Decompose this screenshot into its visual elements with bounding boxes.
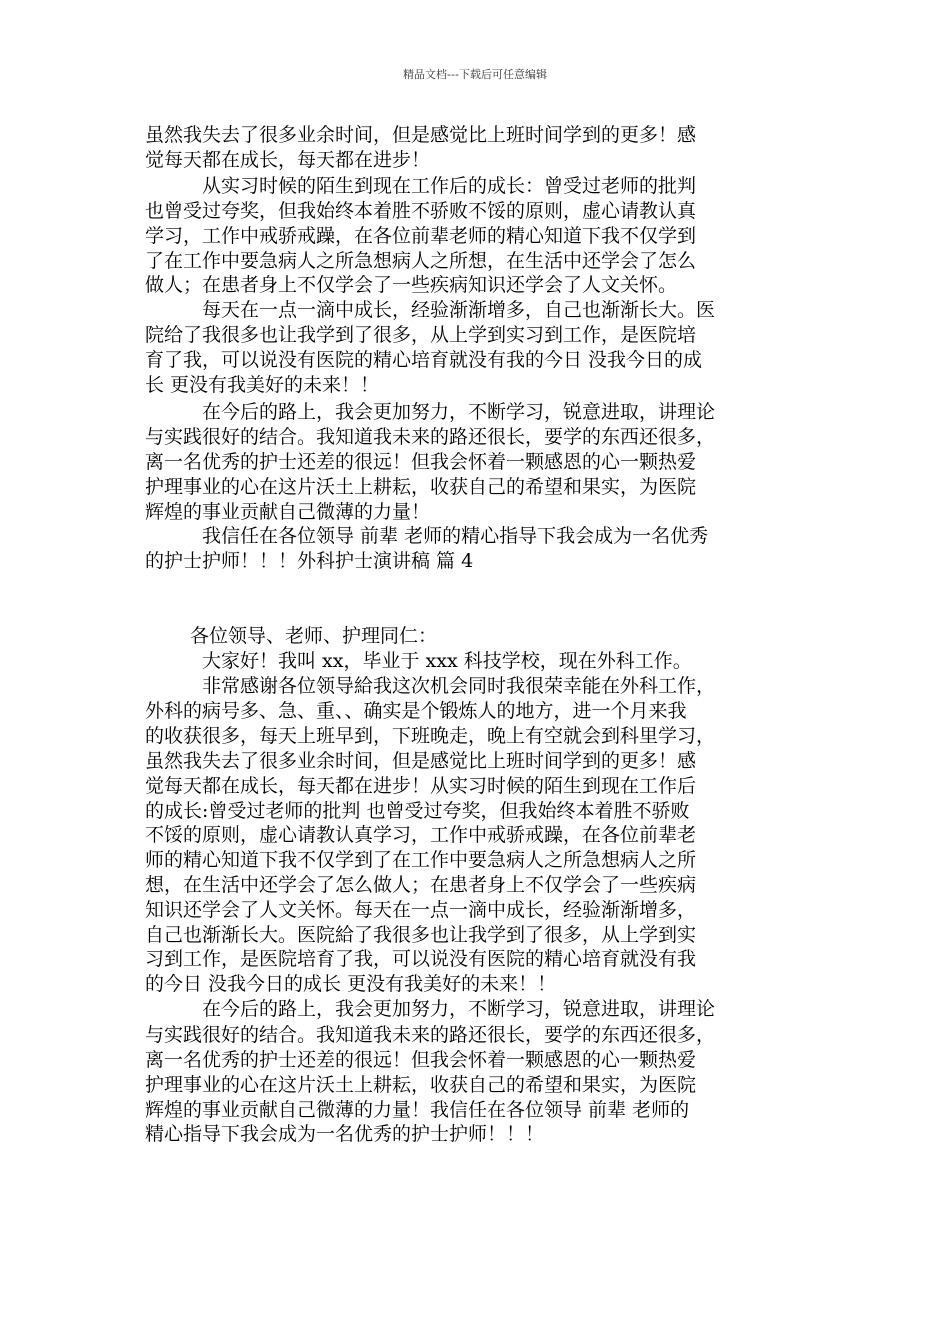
text-line: 虽然我失去了很多业余时间，但是感觉比上班时间学到的更多！感 <box>145 124 697 146</box>
text-line: 不馁的原则，虚心请教认真学习，工作中戒骄戒躁，在各位前辈老 <box>145 824 697 846</box>
text-line: 觉每天都在成长，每天都在进步！ <box>145 149 431 171</box>
text-line: 从实习时候的陌生到现在工作后的成长：曾受过老师的批判 <box>202 175 697 197</box>
text-line: 辉煌的事业贡献自己微薄的力量！我信任在各位领导 前辈 老师的 <box>145 1099 690 1121</box>
text-line: 习到工作，是医院培育了我，可以说没有医院的精心培育就没有我 <box>145 948 697 970</box>
text-line: 院给了我很多也让我学到了很多，从上学到实习到工作，是医院培 <box>145 324 697 346</box>
text-line: 也曾受过夸奖，但我始终本着胜不骄败不馁的原则，虚心请教认真 <box>145 200 697 222</box>
text-line: 每天在一点一滴中成长，经验渐渐增多，自己也渐渐长大。医 <box>202 299 716 321</box>
text-line: 自己也渐渐长大。医院給了我很多也让我学到了很多，从上学到实 <box>145 924 697 946</box>
text-line: 了在工作中要急病人之所急想病人之所想，在生活中还学会了怎么 <box>145 250 697 272</box>
text-line: 觉每天都在成长，每天都在进步！从实习时候的陌生到现在工作后 <box>145 775 697 797</box>
text-line: 学习，工作中戒骄戒躁，在各位前辈老师的精心知道下我不仅学到 <box>145 225 697 247</box>
text-line: 知识还学会了人文关怀。每天在一点一滴中成长，经验渐渐增多， <box>145 899 697 921</box>
salutation-line: 各位领导、老师、护理同仁： <box>190 625 438 647</box>
text-line: 育了我，可以说没有医院的精心培育就没有我的今日 没我今日的成 <box>145 349 703 371</box>
page-header: 精品文档---下载后可任意编辑 <box>403 68 547 81</box>
text-line: 的护士护师！！！外科护士演讲稿 篇 4 <box>145 550 474 572</box>
text-line: 在今后的路上，我会更加努力，不断学习，锐意进取，讲理论 <box>202 998 716 1020</box>
text-line: 大家好！我叫 xx，毕业于 xxx 科技学校，现在外科工作。 <box>202 650 692 672</box>
text-line: 护理事业的心在这片沃土上耕耘，收获自己的希望和果实，为医院 <box>145 476 697 498</box>
text-line: 师的精心知道下我不仅学到了在工作中要急病人之所急想病人之所 <box>145 849 697 871</box>
text-line: 离一名优秀的护士还差的很远！但我会怀着一颗感恩的心一颗热爱 <box>145 451 697 473</box>
text-line: 我信任在各位领导 前辈 老师的精心指导下我会成为一名优秀 <box>202 525 709 547</box>
text-line: 与实践很好的结合。我知道我未来的路还很长，要学的东西还很多， <box>145 1024 716 1046</box>
text-line: 护理事业的心在这片沃土上耕耘，收获自己的希望和果实，为医院 <box>145 1074 697 1096</box>
text-line: 非常感谢各位领导給我这次机会同时我很荣幸能在外科工作， <box>202 675 716 697</box>
text-line: 离一名优秀的护士还差的很远！但我会怀着一颗感恩的心一颗热爱 <box>145 1049 697 1071</box>
text-line: 做人；在患者身上不仅学会了一些疾病知识还学会了人文关怀。 <box>145 274 678 296</box>
text-line: 长 更没有我美好的未来！！ <box>145 374 380 396</box>
text-line: 外科的病号多、急、重、、确实是个锻炼人的地方，进一个月来我 <box>145 700 687 722</box>
text-line: 的今日 没我今日的成长 更没有我美好的未来！！ <box>145 973 557 995</box>
text-line: 的成长:曾受过老师的批判 也曾受过夸奖，但我始终本着胜不骄败 <box>145 800 690 822</box>
text-line: 的收获很多，每天上班早到，下班晚走，晚上有空就会到科里学习， <box>145 725 716 747</box>
text-line: 在今后的路上，我会更加努力，不断学习，锐意进取，讲理论 <box>202 401 716 423</box>
text-line: 虽然我失去了很多业余时间，但是感觉比上班时间学到的更多！感 <box>145 750 697 772</box>
text-line: 与实践很好的结合。我知道我未来的路还很长，要学的东西还很多， <box>145 426 716 448</box>
text-line: 想，在生活中还学会了怎么做人；在患者身上不仅学会了一些疾病 <box>145 874 697 896</box>
text-line: 精心指导下我会成为一名优秀的护士护师！！！ <box>145 1123 545 1145</box>
text-line: 辉煌的事业贡献自己微薄的力量！ <box>145 501 431 523</box>
